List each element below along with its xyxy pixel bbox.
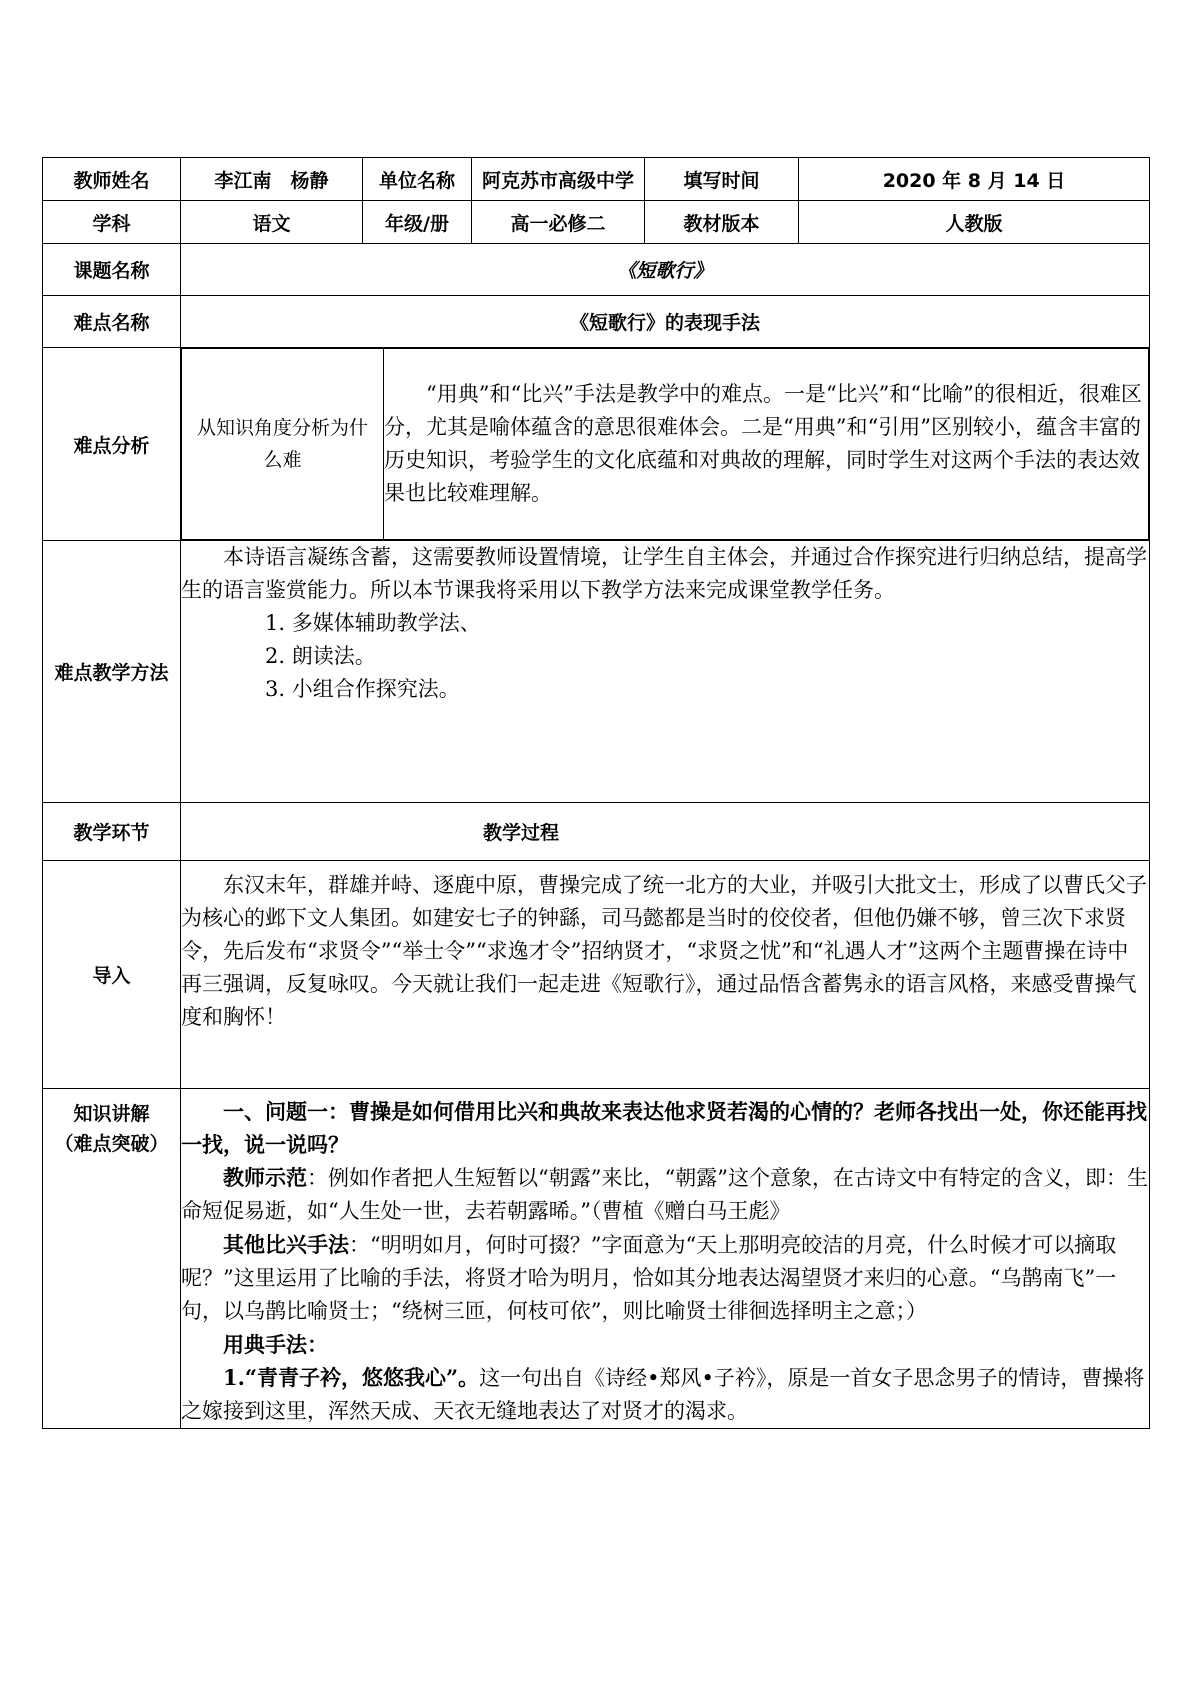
- process-value: 教学过程: [181, 803, 1150, 861]
- allusion-item-bold: 1.“青青子衿，悠悠我心”。: [223, 1365, 480, 1390]
- unit-value: 阿克苏市高级中学: [472, 158, 645, 201]
- teacher-label: 教师姓名: [43, 158, 181, 201]
- knowledge-sub-label: （难点突破）: [54, 1133, 169, 1155]
- knowledge-label: 知识讲解: [73, 1103, 150, 1125]
- analysis-sub-label: 从知识角度分析为什么难: [182, 349, 384, 540]
- header-row-2: [43, 201, 1150, 244]
- process-stage-label: 教学环节: [43, 803, 181, 861]
- subject-value: 语文: [181, 201, 363, 244]
- difficulty-label: 难点名称: [43, 296, 181, 348]
- method-item-2: 2. 朗读法。: [265, 644, 376, 668]
- allusion-item-text: 这一句出自《诗经•郑风•子衿》，原是一首女子思念男子的情诗，曹操将之嫁接到这里，浑然天成、天衣无缝地表达了对贤才的渴求。: [181, 1366, 1145, 1423]
- unit-label: 单位名称: [363, 158, 472, 201]
- method-item-1: 1. 多媒体辅助教学法、: [265, 611, 481, 635]
- edition-value: 人教版: [799, 201, 1150, 244]
- other-text: ：“明明如月，何时可掇？”字面意为“天上那明亮皎洁的月亮，什么时候才可以摘取呢？”这里运用了比喻的手法，将贤才哈为明月，恰如其分地表达渴望贤才来归的心意。“乌鹊南飞”一句，以乌鹊比喻贤士；“绕树三匝，何枝可依”，则比喻贤士徘徊选择明主之意；）: [181, 1233, 1117, 1323]
- other-label: 其他比兴手法: [223, 1232, 349, 1257]
- analysis-label: 难点分析: [43, 348, 181, 541]
- date-label: 填写时间: [645, 158, 799, 201]
- method-label: 难点教学方法: [43, 541, 181, 803]
- demo-label: 教师示范: [223, 1165, 307, 1190]
- lesson-plan-form: [42, 157, 1149, 1429]
- teacher-value: 李江南 杨静: [181, 158, 363, 201]
- allusion-label: 用典手法：: [223, 1332, 328, 1357]
- difficulty-value: 《短歌行》的表现手法: [181, 296, 1150, 348]
- topic-row: [43, 244, 1150, 296]
- header-row-1: [43, 158, 1150, 201]
- intro-label: 导入: [43, 861, 181, 1089]
- grade-value: 高一必修二: [472, 201, 645, 244]
- method-row: [43, 541, 1150, 803]
- method-item-3: 3. 小组合作探究法。: [265, 677, 460, 701]
- analysis-row: [43, 348, 1150, 541]
- grade-label: 年级/册: [363, 201, 472, 244]
- method-intro: 本诗语言凝练含蓄，这需要教师设置情境，让学生自主体会，并通过合作探究进行归纳总结，提高学生的语言鉴赏能力。所以本节课我将采用以下教学方法来完成课堂教学任务。: [181, 545, 1147, 602]
- intro-row: [43, 861, 1150, 1089]
- subject-label: 学科: [43, 201, 181, 244]
- edition-label: 教材版本: [645, 201, 799, 244]
- knowledge-row: [43, 1089, 1150, 1429]
- process-header-row: [43, 803, 1150, 861]
- knowledge-question: 一、问题一：曹操是如何借用比兴和典故来表达他求贤若渴的心情的？老师各找出一处，你还能再找一找，说一说吗？: [181, 1099, 1147, 1157]
- date-value: 2020 年 8 月 14 日: [799, 158, 1150, 201]
- difficulty-row: [43, 296, 1150, 348]
- analysis-text: “用典”和“比兴”手法是教学中的难点。一是“比兴”和“比喻”的很相近，很难区分，尤其是喻体蕴含的意思很难体会。二是“用典”和“引用”区别较小，蕴含丰富的历史知识，考验学生的文化底蕴和对典故的理解，同时学生对这两个手法的表达效果也比较难理解。: [384, 382, 1142, 505]
- demo-text: ：例如作者把人生短暂以“朝露”来比，“朝露”这个意象，在古诗文中有特定的含义，即：生命短促易逝，如“人生处一世，去若朝露晞。”（曹植《赠白马王彪》: [181, 1166, 1148, 1223]
- intro-text: 东汉末年，群雄并峙、逐鹿中原，曹操完成了统一北方的大业，并吸引大批文士，形成了以曹氏父子为核心的邺下文人集团。如建安七子的钟繇，司马懿都是当时的佼佼者，但他仍嫌不够，曾三次下求贤令，先后发布“求贤令”“举士令”“求逸才令”招纳贤才，“求贤之忧”和“礼遇人才”这两个主题曹操在诗中再三强调，反复咏叹。今天就让我们一起走进《短歌行》，通过品悟含蓄隽永的语言风格，来感受曹操气度和胸怀！: [181, 873, 1147, 1029]
- topic-label: 课题名称: [43, 244, 181, 296]
- lesson-plan-table: [42, 157, 1150, 1429]
- topic-value: 《短歌行》: [181, 244, 1150, 296]
